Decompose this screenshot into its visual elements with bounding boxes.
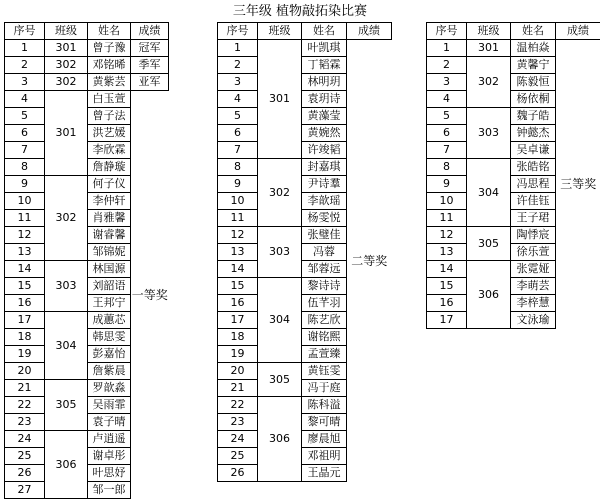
header-class: 班级 — [258, 23, 302, 40]
row-index: 22 — [218, 397, 258, 414]
row-student-name: 肖雅馨 — [88, 210, 131, 227]
row-class: 302 — [45, 74, 88, 91]
table-row — [427, 40, 600, 57]
row-index: 17 — [218, 312, 258, 329]
header-index: 序号 — [427, 23, 467, 40]
row-student-name: 詹静璇 — [88, 159, 131, 176]
class-cell: 301 — [45, 91, 88, 176]
row-index: 1 — [218, 40, 258, 57]
row-index: 6 — [218, 125, 258, 142]
row-index: 2 — [427, 57, 467, 74]
prize-label: 二等奖 — [347, 40, 392, 482]
row-index: 3 — [427, 74, 467, 91]
class-cell: 305 — [258, 363, 302, 397]
row-student-name: 谢卓彤 — [88, 448, 131, 465]
row-index: 14 — [218, 261, 258, 278]
header-row — [218, 23, 392, 40]
row-student-name: 陶悸宸 — [511, 227, 556, 244]
header-result: 成绩 — [556, 23, 600, 40]
row-student-name: 黄婉然 — [302, 125, 347, 142]
row-student-name: 黎可晴 — [302, 414, 347, 431]
row-student-name: 封嘉琪 — [302, 159, 347, 176]
row-index: 8 — [218, 159, 258, 176]
header-class: 班级 — [467, 23, 511, 40]
row-index: 9 — [218, 176, 258, 193]
row-student-name: 李欣霖 — [88, 142, 131, 159]
row-index: 14 — [5, 261, 45, 278]
header-name: 姓名 — [88, 23, 131, 40]
row-student-name: 洪艺媛 — [88, 125, 131, 142]
row-result: 冠军 — [131, 40, 169, 57]
row-student-name: 何子仪 — [88, 176, 131, 193]
row-student-name: 叶凯琪 — [302, 40, 347, 57]
header-name: 姓名 — [302, 23, 347, 40]
header-index: 序号 — [218, 23, 258, 40]
row-student-name: 袁玥诗 — [302, 91, 347, 108]
row-index: 5 — [5, 108, 45, 125]
row-student-name: 邓祖明 — [302, 448, 347, 465]
row-student-name: 王邦宁 — [88, 295, 131, 312]
row-student-name: 李歆瑶 — [302, 193, 347, 210]
row-student-name: 罗歆淼 — [88, 380, 131, 397]
row-student-name: 杨雯悦 — [302, 210, 347, 227]
row-index: 23 — [5, 414, 45, 431]
row-index: 1 — [5, 40, 45, 57]
row-student-name: 彭嘉怡 — [88, 346, 131, 363]
header-class: 班级 — [45, 23, 88, 40]
row-index: 6 — [427, 125, 467, 142]
row-student-name: 杨依桐 — [511, 91, 556, 108]
class-cell: 303 — [467, 108, 511, 159]
class-cell: 302 — [45, 176, 88, 261]
row-student-name: 张霓娅 — [511, 261, 556, 278]
row-index: 20 — [5, 363, 45, 380]
row-student-name: 陈科溢 — [302, 397, 347, 414]
row-index: 9 — [427, 176, 467, 193]
row-student-name: 廖晨旭 — [302, 431, 347, 448]
row-index: 15 — [218, 278, 258, 295]
row-index: 9 — [5, 176, 45, 193]
row-student-name: 钟懿杰 — [511, 125, 556, 142]
row-student-name: 詹紫晨 — [88, 363, 131, 380]
class-cell: 304 — [467, 159, 511, 227]
row-student-name: 叶思妤 — [88, 465, 131, 482]
row-index: 27 — [5, 482, 45, 499]
row-student-name: 张璧佳 — [302, 227, 347, 244]
header-index: 序号 — [5, 23, 45, 40]
table-row — [5, 57, 169, 74]
row-student-name: 尹诗羣 — [302, 176, 347, 193]
row-student-name: 邓铭晞 — [88, 57, 131, 74]
header-result: 成绩 — [131, 23, 169, 40]
row-student-name: 冯于庭 — [302, 380, 347, 397]
class-cell: 302 — [258, 159, 302, 227]
row-index: 20 — [218, 363, 258, 380]
row-class: 302 — [45, 57, 88, 74]
class-cell: 306 — [467, 261, 511, 329]
row-index: 15 — [427, 278, 467, 295]
row-index: 1 — [427, 40, 467, 57]
row-student-name: 黄藻莹 — [302, 108, 347, 125]
table-row — [218, 40, 392, 57]
row-student-name: 文泳瑜 — [511, 312, 556, 329]
row-student-name: 谢睿馨 — [88, 227, 131, 244]
class-cell: 301 — [467, 40, 511, 57]
row-index: 2 — [218, 57, 258, 74]
class-cell: 305 — [45, 380, 88, 431]
row-index: 24 — [218, 431, 258, 448]
row-class: 301 — [45, 40, 88, 57]
row-index: 7 — [427, 142, 467, 159]
results-table-second-prize — [217, 22, 392, 482]
sheet-title: 三年级 植物敲拓染比赛 — [0, 2, 600, 22]
header-name: 姓名 — [511, 23, 556, 40]
row-student-name: 王晶元 — [302, 465, 347, 482]
row-index: 17 — [427, 312, 467, 329]
row-student-name: 丁韬霖 — [302, 57, 347, 74]
row-index: 8 — [5, 159, 45, 176]
row-index: 12 — [5, 227, 45, 244]
row-index: 4 — [427, 91, 467, 108]
row-student-name: 韩思雯 — [88, 329, 131, 346]
header-row — [427, 23, 600, 40]
row-result: 季军 — [131, 57, 169, 74]
class-cell: 305 — [467, 227, 511, 261]
row-index: 15 — [5, 278, 45, 295]
row-student-name: 黄钰雯 — [302, 363, 347, 380]
row-index: 3 — [5, 74, 45, 91]
row-index: 11 — [218, 210, 258, 227]
table-row — [5, 91, 169, 108]
row-student-name: 邹蓉远 — [302, 261, 347, 278]
row-index: 10 — [218, 193, 258, 210]
row-index: 21 — [218, 380, 258, 397]
row-index: 17 — [5, 312, 45, 329]
class-cell: 301 — [258, 40, 302, 159]
row-student-name: 谢铭熙 — [302, 329, 347, 346]
row-index: 16 — [427, 295, 467, 312]
row-index: 13 — [218, 244, 258, 261]
row-student-name: 曾子豫 — [88, 40, 131, 57]
row-student-name: 陈毅恒 — [511, 74, 556, 91]
row-student-name: 许佳钰 — [511, 193, 556, 210]
row-student-name: 张皓铭 — [511, 159, 556, 176]
row-student-name: 温柏焱 — [511, 40, 556, 57]
row-index: 25 — [218, 448, 258, 465]
class-cell: 303 — [258, 227, 302, 278]
row-student-name: 林明玥 — [302, 74, 347, 91]
row-index: 21 — [5, 380, 45, 397]
row-student-name: 陈艺欣 — [302, 312, 347, 329]
row-student-name: 魏子皓 — [511, 108, 556, 125]
row-student-name: 冯蓉 — [302, 244, 347, 261]
row-index: 19 — [5, 346, 45, 363]
row-student-name: 徐乐萱 — [511, 244, 556, 261]
row-student-name: 伍芊羽 — [302, 295, 347, 312]
row-index: 14 — [427, 261, 467, 278]
row-student-name: 刘韶语 — [88, 278, 131, 295]
row-index: 18 — [218, 329, 258, 346]
class-cell: 302 — [467, 57, 511, 108]
row-student-name: 黄紫芸 — [88, 74, 131, 91]
row-student-name: 黄馨宁 — [511, 57, 556, 74]
row-student-name: 邹一郎 — [88, 482, 131, 499]
row-student-name: 吴卓谦 — [511, 142, 556, 159]
row-index: 26 — [5, 465, 45, 482]
row-student-name: 孟萱臻 — [302, 346, 347, 363]
row-index: 7 — [5, 142, 45, 159]
results-table-first-prize — [4, 22, 169, 499]
row-student-name: 卢逍遥 — [88, 431, 131, 448]
row-index: 8 — [427, 159, 467, 176]
row-index: 22 — [5, 397, 45, 414]
row-index: 13 — [427, 244, 467, 261]
class-cell: 306 — [45, 431, 88, 499]
class-cell: 304 — [258, 278, 302, 363]
row-index: 10 — [5, 193, 45, 210]
row-index: 25 — [5, 448, 45, 465]
row-index: 19 — [218, 346, 258, 363]
row-index: 18 — [5, 329, 45, 346]
row-student-name: 冯思程 — [511, 176, 556, 193]
class-cell: 303 — [45, 261, 88, 312]
row-student-name: 吴雨霏 — [88, 397, 131, 414]
row-student-name: 白玉萱 — [88, 91, 131, 108]
row-index: 16 — [5, 295, 45, 312]
row-index: 4 — [218, 91, 258, 108]
row-index: 5 — [218, 108, 258, 125]
table-row — [5, 40, 169, 57]
header-row — [5, 23, 169, 40]
prize-label: 三等奖 — [556, 40, 600, 329]
table-row — [5, 74, 169, 91]
row-index: 23 — [218, 414, 258, 431]
row-index: 11 — [427, 210, 467, 227]
row-student-name: 黎诗诗 — [302, 278, 347, 295]
row-index: 12 — [427, 227, 467, 244]
row-student-name: 王子珺 — [511, 210, 556, 227]
row-index: 11 — [5, 210, 45, 227]
header-result: 成绩 — [347, 23, 392, 40]
row-index: 26 — [218, 465, 258, 482]
row-student-name: 袁子晴 — [88, 414, 131, 431]
row-student-name: 李梓慧 — [511, 295, 556, 312]
row-index: 10 — [427, 193, 467, 210]
row-student-name: 李萌芸 — [511, 278, 556, 295]
row-student-name: 许竣韬 — [302, 142, 347, 159]
row-index: 7 — [218, 142, 258, 159]
row-index: 5 — [427, 108, 467, 125]
row-index: 13 — [5, 244, 45, 261]
results-table-third-prize — [426, 22, 600, 329]
row-student-name: 曾子法 — [88, 108, 131, 125]
row-index: 3 — [218, 74, 258, 91]
prize-label: 一等奖 — [131, 91, 169, 499]
row-index: 12 — [218, 227, 258, 244]
row-result: 亚军 — [131, 74, 169, 91]
row-student-name: 成蕙芯 — [88, 312, 131, 329]
row-index: 16 — [218, 295, 258, 312]
row-student-name: 邹锦妮 — [88, 244, 131, 261]
row-student-name: 林国源 — [88, 261, 131, 278]
row-index: 24 — [5, 431, 45, 448]
row-index: 4 — [5, 91, 45, 108]
class-cell: 306 — [258, 397, 302, 482]
class-cell: 304 — [45, 312, 88, 380]
row-student-name: 李仲轩 — [88, 193, 131, 210]
row-index: 6 — [5, 125, 45, 142]
row-index: 2 — [5, 57, 45, 74]
